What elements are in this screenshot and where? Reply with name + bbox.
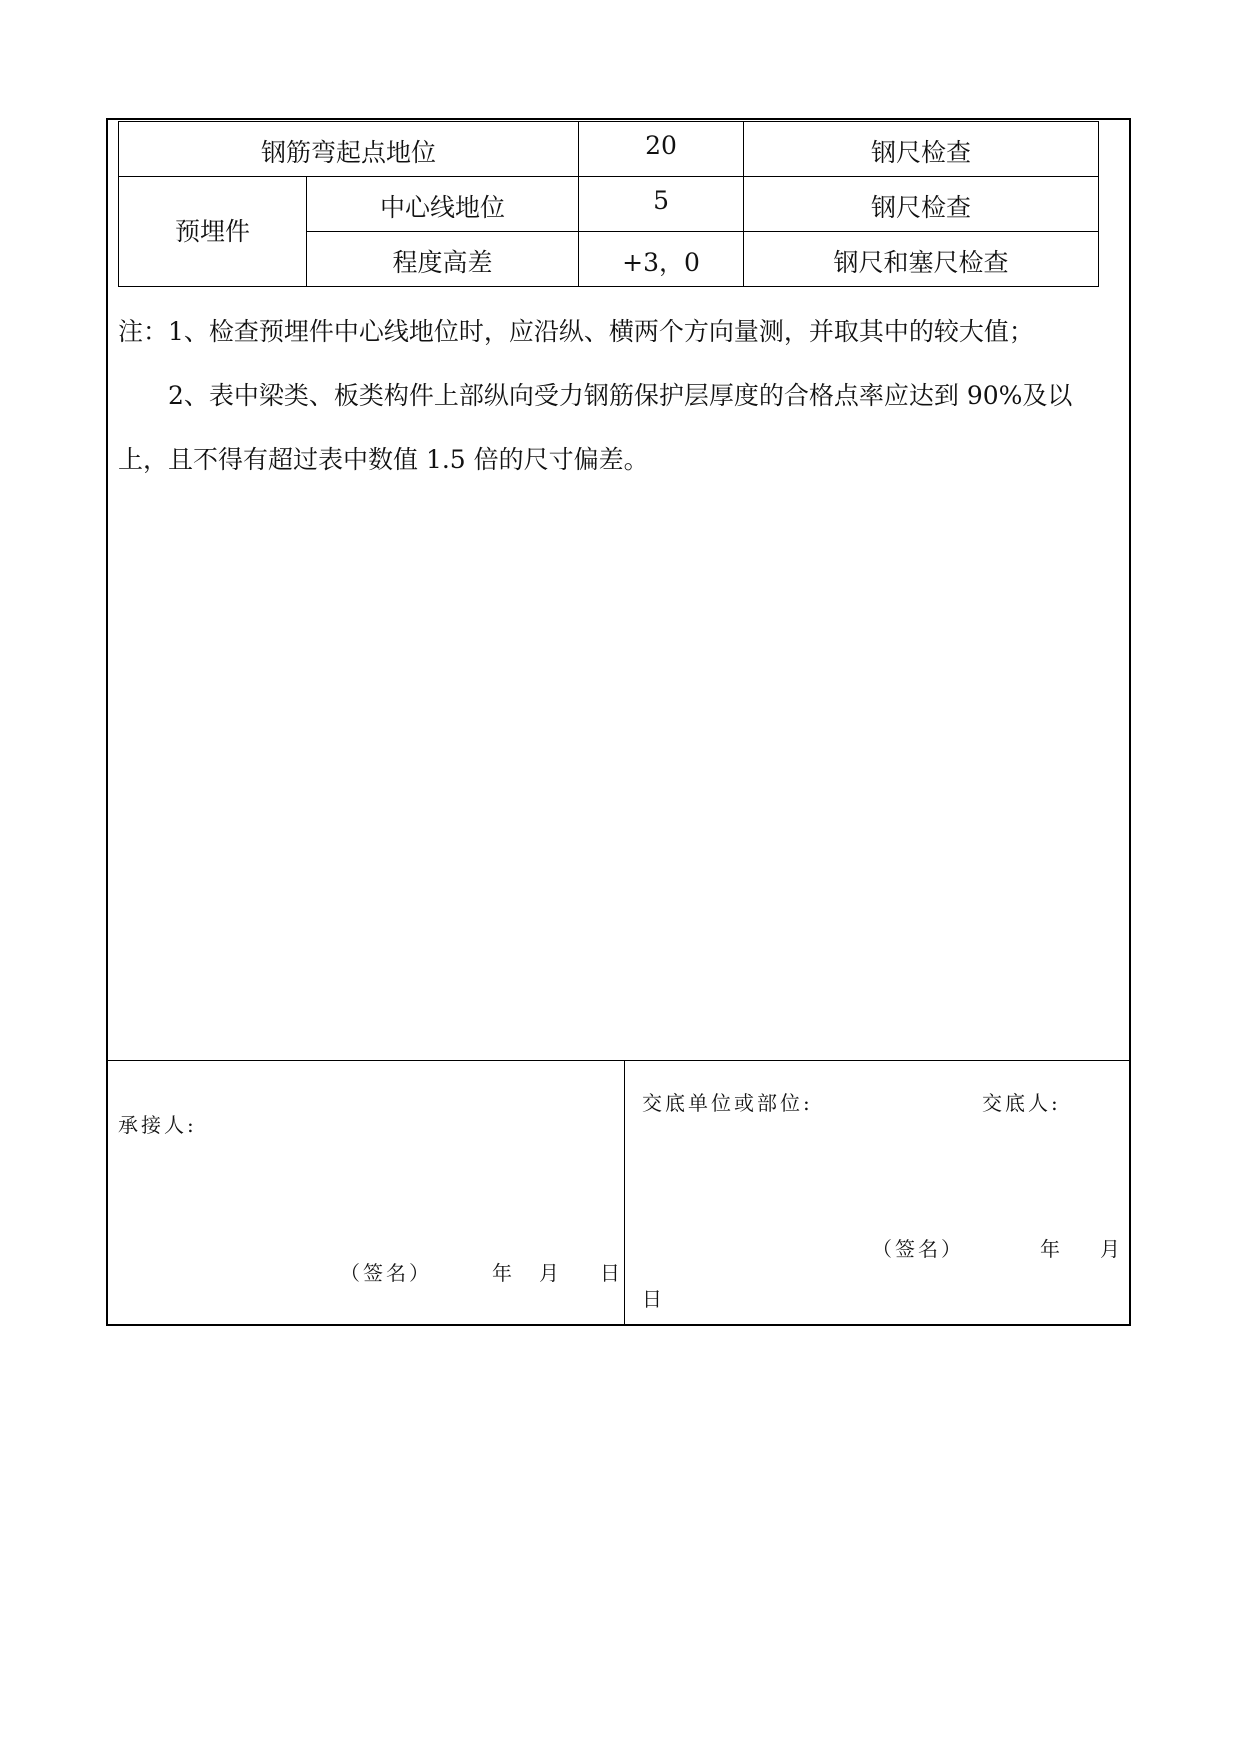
value-cell: +3，0 (579, 232, 744, 287)
table-row (119, 122, 1099, 177)
sub-item-cell: 中心线地位 (307, 177, 579, 232)
item-cell: 钢筋弯起点地位 (119, 122, 579, 177)
note-2: 2、表中梁类、板类构件上部纵向受力钢筋保护层厚度的合格点率应达到 90%及以上，且不得有超过表中数值 1.5 倍的尺寸偏差。 (118, 381, 1073, 474)
note-1: 注：1、检查预埋件中心线地位时，应沿纵、横两个方向量测，并取其中的较大值； (118, 317, 1034, 346)
notes-section (118, 300, 1118, 492)
table-row (119, 177, 1099, 232)
tolerance-table (118, 121, 1099, 287)
handover-unit-label: 交底单位或部位: (642, 1091, 813, 1115)
left-month-text: 月 (539, 1261, 562, 1285)
right-year-text: 年 (1040, 1237, 1063, 1261)
value-cell: 20 (579, 122, 744, 177)
group-label-cell: 预埋件 (119, 177, 307, 287)
method-cell: 钢尺检查 (744, 177, 1099, 232)
value-cell: 5 (579, 177, 744, 232)
handover-person-label: 交底人: (982, 1091, 1061, 1115)
left-year-text: 年 (492, 1261, 515, 1285)
signature-section (106, 1060, 1131, 1326)
left-day-text: 日 (600, 1261, 623, 1285)
right-sign-text: （签名） (872, 1237, 964, 1261)
method-cell: 钢尺和塞尺检查 (744, 232, 1099, 287)
receiver-label: 承接人: (118, 1113, 197, 1137)
method-cell: 钢尺检查 (744, 122, 1099, 177)
sub-item-cell: 程度高差 (307, 232, 579, 287)
right-month-text: 月 (1100, 1237, 1123, 1261)
signature-divider (624, 1061, 625, 1325)
left-sign-text: （签名） (340, 1261, 432, 1285)
right-day-text: 日 (642, 1287, 665, 1311)
